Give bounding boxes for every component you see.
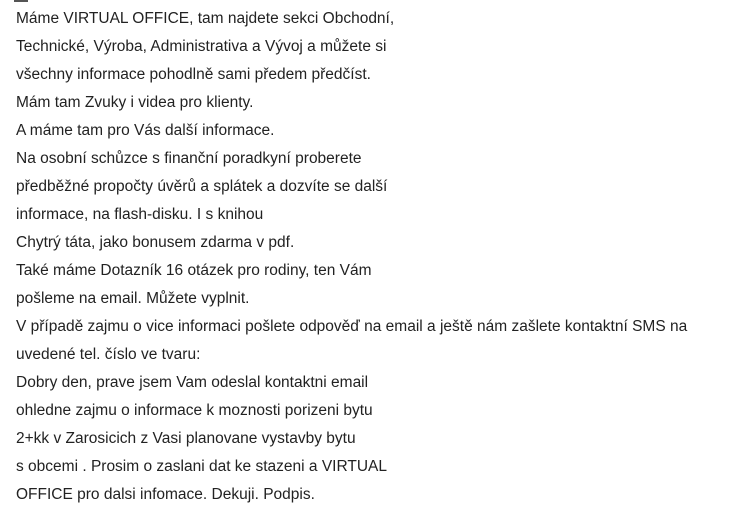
text-line: ohledne zajmu o informace k moznosti porizeni bytu	[16, 402, 373, 419]
text-line: Technické, Výroba, Administrativa a Vývoj a můžete si	[16, 38, 387, 55]
text-line: pošleme na email. Můžete vyplnit.	[16, 290, 250, 307]
text-line: OFFICE pro dalsi infomace. Dekuji. Podpis.	[16, 486, 315, 503]
text-line: A máme tam pro Vás další informace.	[16, 122, 275, 139]
text-line: Máme VIRTUAL OFFICE, tam najdete sekci Obchodní,	[16, 10, 395, 27]
text-line: předběžné propočty úvěrů a splátek a dozvíte se další	[16, 178, 388, 195]
text-line: informace, na flash-disku. I s knihou	[16, 206, 264, 223]
article-body	[16, 5, 739, 509]
text-line: Dobry den, prave jsem Vam odeslal kontaktni email	[16, 374, 369, 391]
text-line: uvedené tel. číslo ve tvaru:	[16, 346, 201, 363]
text-line: Mám tam Zvuky i videa pro klienty.	[16, 94, 254, 111]
text-line: V případě zajmu o vice informaci pošlete odpověď na email a ještě nám zašlete kontaktní SMS na	[16, 318, 688, 335]
text-line: Také máme Dotazník 16 otázek pro rodiny, ten Vám	[16, 262, 372, 279]
text-line: Chytrý táta, jako bonusem zdarma v pdf.	[16, 234, 295, 251]
text-line: Na osobní schůzce s finanční poradkyní proberete	[16, 150, 362, 167]
text-line: s obcemi . Prosim o zaslani dat ke stazeni a VIRTUAL	[16, 458, 388, 475]
clipped-previous-text	[14, 0, 54, 4]
text-line: všechny informace pohodlně sami předem předčíst.	[16, 66, 371, 83]
text-line: 2+kk v Zarosicich z Vasi planovane vystavby bytu	[16, 430, 356, 447]
